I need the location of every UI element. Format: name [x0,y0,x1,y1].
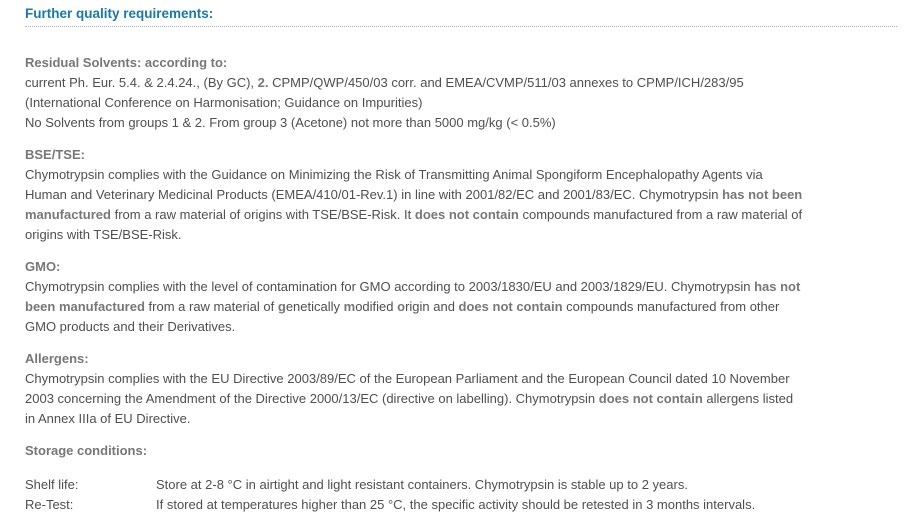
body-line: (International Conference on Harmonisation; Guidance on Impurities) [25,95,423,110]
body-line: Chymotrypsin complies with the level of contamination for GMO according to 2003/1830/EU and 2003/1829/EU. Chymotrypsin has not [25,279,801,294]
storage-label: Re-Test: [25,497,74,512]
section-allergens [25,349,897,429]
body-line: Chymotrypsin complies with the Guidance on Minimizing the Risk of Transmitting Animal Spongiform Encephalopathy Agents via [25,167,763,182]
body-line: origins with TSE/BSE-Risk. [25,227,182,242]
section-heading: Allergens: [25,351,89,366]
storage-text: Store at 2-8 °C in airtight and light resistant containers. Chymotrypsin is stable up to 2 years. [156,477,688,492]
section-heading: Residual Solvents: according to: [25,55,228,70]
storage-label: Shelf life: [25,477,79,492]
body-line: manufactured from a raw material of origins with TSE/BSE-Risk. It does not contain compounds manufactured from a raw material of [25,207,803,222]
section-storage-conditions [25,441,897,515]
section-residual-solvents [25,53,897,133]
body-line: 2003 concerning the Amendment of the Directive 2000/13/EC (directive on labelling). Chymotrypsin does not contain allergens listed [25,391,794,406]
body-line: No Solvents from groups 1 & 2. From group 3 (Acetone) not more than 5000 mg/kg (< 0.5%) [25,115,556,130]
body-line: been manufactured from a raw material of genetically modified origin and does not contain compounds manufactured from other [25,299,780,314]
page-title: Further quality requirements: [25,6,897,27]
storage-row-re-test [25,495,897,515]
body-line: Human and Veterinary Medicinal Products (EMEA/410/01-Rev.1) in line with 2001/82/EC and 2001/83/EC. Chymotrypsin has not been [25,187,803,202]
body-line: GMO products and their Derivatives. [25,319,236,334]
storage-text: If stored at temperatures higher than 25 °C, the specific activity should be retested in 3 months intervals. [156,497,756,512]
section-heading: Storage conditions: [25,443,148,458]
section-gmo [25,257,897,337]
section-bse-tse [25,145,897,245]
body-line: current Ph. Eur. 5.4. & 2.4.24., (By GC), 2. CPMP/QWP/450/03 corr. and EMEA/CVMP/511/03 annexes to CPMP/ICH/283/95 [25,75,744,90]
storage-rows [25,475,897,515]
section-heading: BSE/TSE: [25,147,85,162]
section-heading: GMO: [25,259,61,274]
storage-row-shelf-life [25,475,897,495]
body-line: in Annex IIIa of EU Directive. [25,411,191,426]
body-line: Chymotrypsin complies with the EU Directive 2003/89/EC of the European Parliament and the European Council dated 10 November [25,371,790,386]
